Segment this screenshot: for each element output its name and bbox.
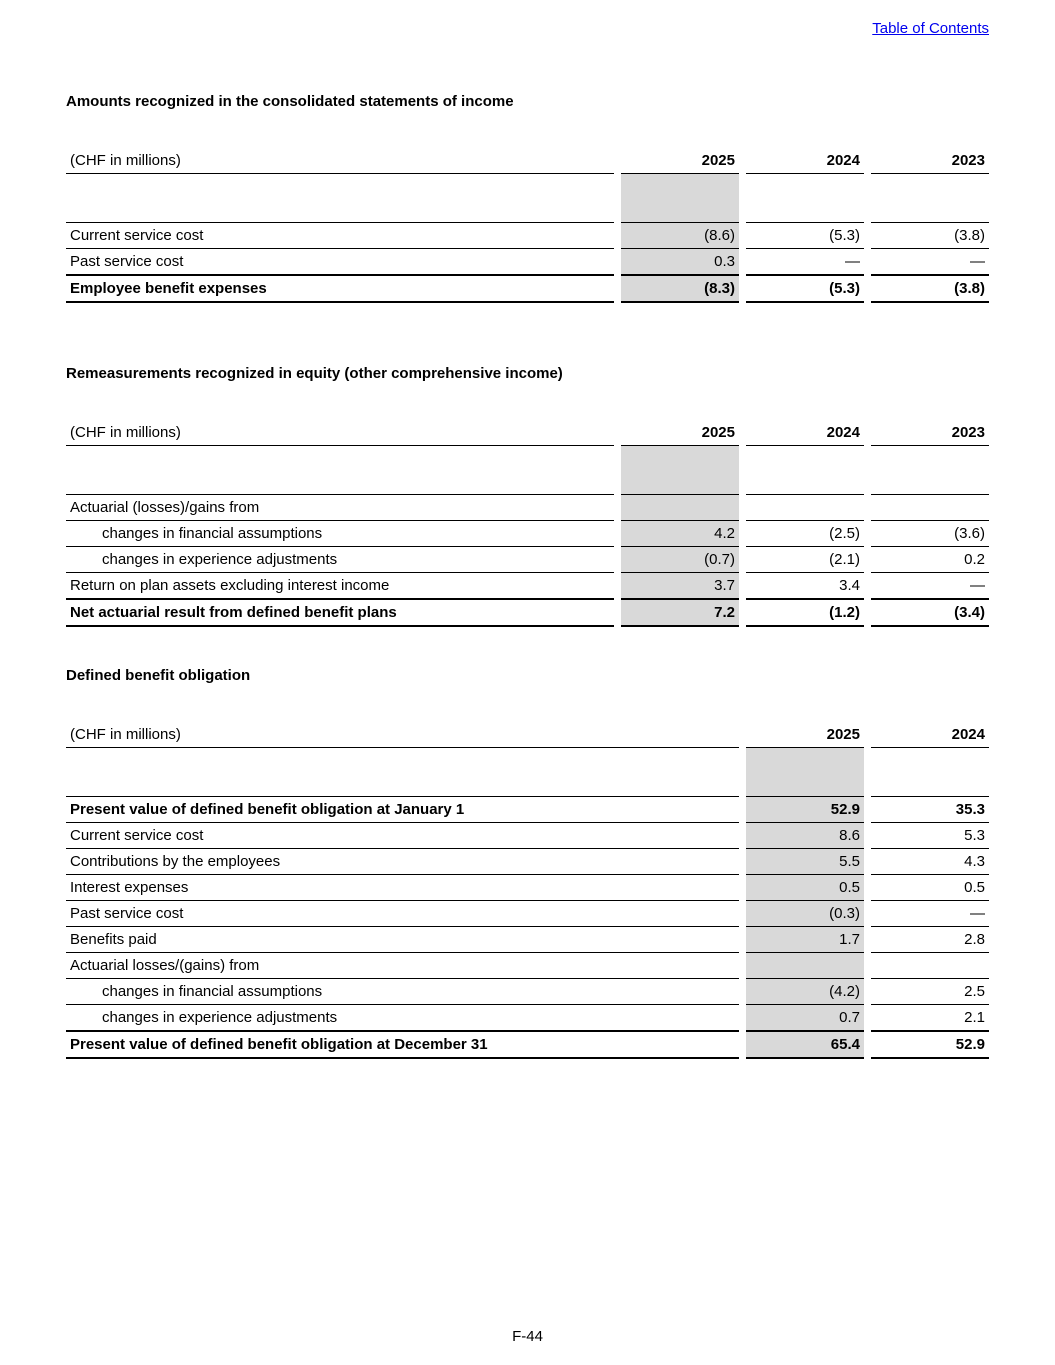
income-statement-table-title: Amounts recognized in the consolidated statements of income xyxy=(66,93,514,110)
column-header: 2025 xyxy=(746,722,864,748)
spacer-cell xyxy=(746,174,864,222)
table-row xyxy=(66,822,989,848)
cell-value: (5.3) xyxy=(746,222,864,248)
column-header: 2025 xyxy=(621,420,739,446)
table-row xyxy=(66,926,989,952)
spacer-cell xyxy=(621,174,739,222)
cell-value: 5.3 xyxy=(871,822,989,848)
table-of-contents-link[interactable]: Table of Contents xyxy=(872,20,989,37)
spacer-cell xyxy=(871,174,989,222)
table-row xyxy=(66,520,989,546)
table-row xyxy=(66,572,989,598)
row-label: Past service cost xyxy=(66,248,614,274)
spacer-row xyxy=(66,748,989,796)
cell-value: 4.3 xyxy=(871,848,989,874)
defined-benefit-obligation-table-title: Defined benefit obligation xyxy=(66,667,251,684)
row-label: Actuarial (losses)/gains from xyxy=(66,494,614,520)
table-row xyxy=(66,598,989,627)
cell-value: (2.5) xyxy=(746,520,864,546)
cell-value: (3.8) xyxy=(871,222,989,248)
unit-label: (CHF in millions) xyxy=(66,148,614,174)
cell-value: 0.7 xyxy=(746,1004,864,1030)
table-row xyxy=(66,796,989,822)
unit-label: (CHF in millions) xyxy=(66,722,739,748)
row-label: Actuarial losses/(gains) from xyxy=(66,952,739,978)
cell-value: (3.6) xyxy=(871,520,989,546)
cell-value: 0.2 xyxy=(871,546,989,572)
cell-value: (4.2) xyxy=(746,978,864,1004)
cell-value: — xyxy=(871,248,989,274)
table-row xyxy=(66,274,989,303)
cell-value xyxy=(746,494,864,520)
cell-value: (0.3) xyxy=(746,900,864,926)
spacer-cell xyxy=(746,748,864,796)
cell-value: (8.3) xyxy=(621,274,739,303)
row-label: changes in experience adjustments xyxy=(66,546,614,572)
cell-value: — xyxy=(871,572,989,598)
cell-value: 52.9 xyxy=(746,796,864,822)
cell-value: — xyxy=(871,900,989,926)
cell-value: — xyxy=(746,248,864,274)
cell-value: 1.7 xyxy=(746,926,864,952)
column-header: 2023 xyxy=(871,420,989,446)
table-row xyxy=(66,874,989,900)
column-header: 2024 xyxy=(871,722,989,748)
row-label: Net actuarial result from defined benefit plans xyxy=(66,598,614,627)
cell-value: 35.3 xyxy=(871,796,989,822)
spacer-row xyxy=(66,446,989,494)
remeasurements-table xyxy=(66,420,989,627)
cell-value: 2.1 xyxy=(871,1004,989,1030)
page-number: F-44 xyxy=(512,1328,543,1345)
unit-label: (CHF in millions) xyxy=(66,420,614,446)
cell-value: (0.7) xyxy=(621,546,739,572)
cell-value: (5.3) xyxy=(746,274,864,303)
table-row xyxy=(66,900,989,926)
cell-value xyxy=(871,494,989,520)
table-header-row xyxy=(66,420,989,446)
table-row xyxy=(66,848,989,874)
cell-value: 8.6 xyxy=(746,822,864,848)
spacer-cell xyxy=(66,174,614,222)
cell-value: (3.8) xyxy=(871,274,989,303)
table-header-row xyxy=(66,722,989,748)
spacer-cell xyxy=(871,446,989,494)
table-row xyxy=(66,546,989,572)
cell-value: 0.3 xyxy=(621,248,739,274)
spacer-cell xyxy=(66,748,739,796)
row-label: Interest expenses xyxy=(66,874,739,900)
table-row xyxy=(66,1004,989,1030)
row-label: Past service cost xyxy=(66,900,739,926)
row-label: Current service cost xyxy=(66,222,614,248)
cell-value: 52.9 xyxy=(871,1030,989,1059)
defined-benefit-obligation-table xyxy=(66,722,989,1059)
spacer-cell xyxy=(746,446,864,494)
column-header: 2024 xyxy=(746,420,864,446)
table-row xyxy=(66,1030,989,1059)
cell-value: 2.8 xyxy=(871,926,989,952)
cell-value: 65.4 xyxy=(746,1030,864,1059)
row-label: changes in financial assumptions xyxy=(66,978,739,1004)
row-label: changes in experience adjustments xyxy=(66,1004,739,1030)
cell-value: (3.4) xyxy=(871,598,989,627)
row-label: Return on plan assets excluding interest income xyxy=(66,572,614,598)
spacer-row xyxy=(66,174,989,222)
cell-value xyxy=(871,952,989,978)
cell-value: (2.1) xyxy=(746,546,864,572)
row-label: Contributions by the employees xyxy=(66,848,739,874)
column-header: 2023 xyxy=(871,148,989,174)
column-header: 2024 xyxy=(746,148,864,174)
cell-value xyxy=(746,952,864,978)
cell-value: 0.5 xyxy=(871,874,989,900)
row-label: Employee benefit expenses xyxy=(66,274,614,303)
spacer-cell xyxy=(66,446,614,494)
cell-value: 7.2 xyxy=(621,598,739,627)
table-row xyxy=(66,494,989,520)
spacer-cell xyxy=(621,446,739,494)
cell-value: 3.4 xyxy=(746,572,864,598)
cell-value: (8.6) xyxy=(621,222,739,248)
table-row xyxy=(66,978,989,1004)
table-row xyxy=(66,248,989,274)
cell-value: 3.7 xyxy=(621,572,739,598)
cell-value: 2.5 xyxy=(871,978,989,1004)
cell-value: 0.5 xyxy=(746,874,864,900)
row-label: changes in financial assumptions xyxy=(66,520,614,546)
table-row xyxy=(66,952,989,978)
column-header: 2025 xyxy=(621,148,739,174)
cell-value: 4.2 xyxy=(621,520,739,546)
remeasurements-table-title: Remeasurements recognized in equity (other comprehensive income) xyxy=(66,365,563,382)
cell-value: 5.5 xyxy=(746,848,864,874)
income-statement-table xyxy=(66,148,989,303)
table-row xyxy=(66,222,989,248)
table-header-row xyxy=(66,148,989,174)
row-label: Benefits paid xyxy=(66,926,739,952)
cell-value xyxy=(621,494,739,520)
cell-value: (1.2) xyxy=(746,598,864,627)
spacer-cell xyxy=(871,748,989,796)
row-label: Current service cost xyxy=(66,822,739,848)
row-label: Present value of defined benefit obligation at December 31 xyxy=(66,1030,739,1059)
row-label: Present value of defined benefit obligation at January 1 xyxy=(66,796,739,822)
toc-link-bar xyxy=(66,0,989,37)
